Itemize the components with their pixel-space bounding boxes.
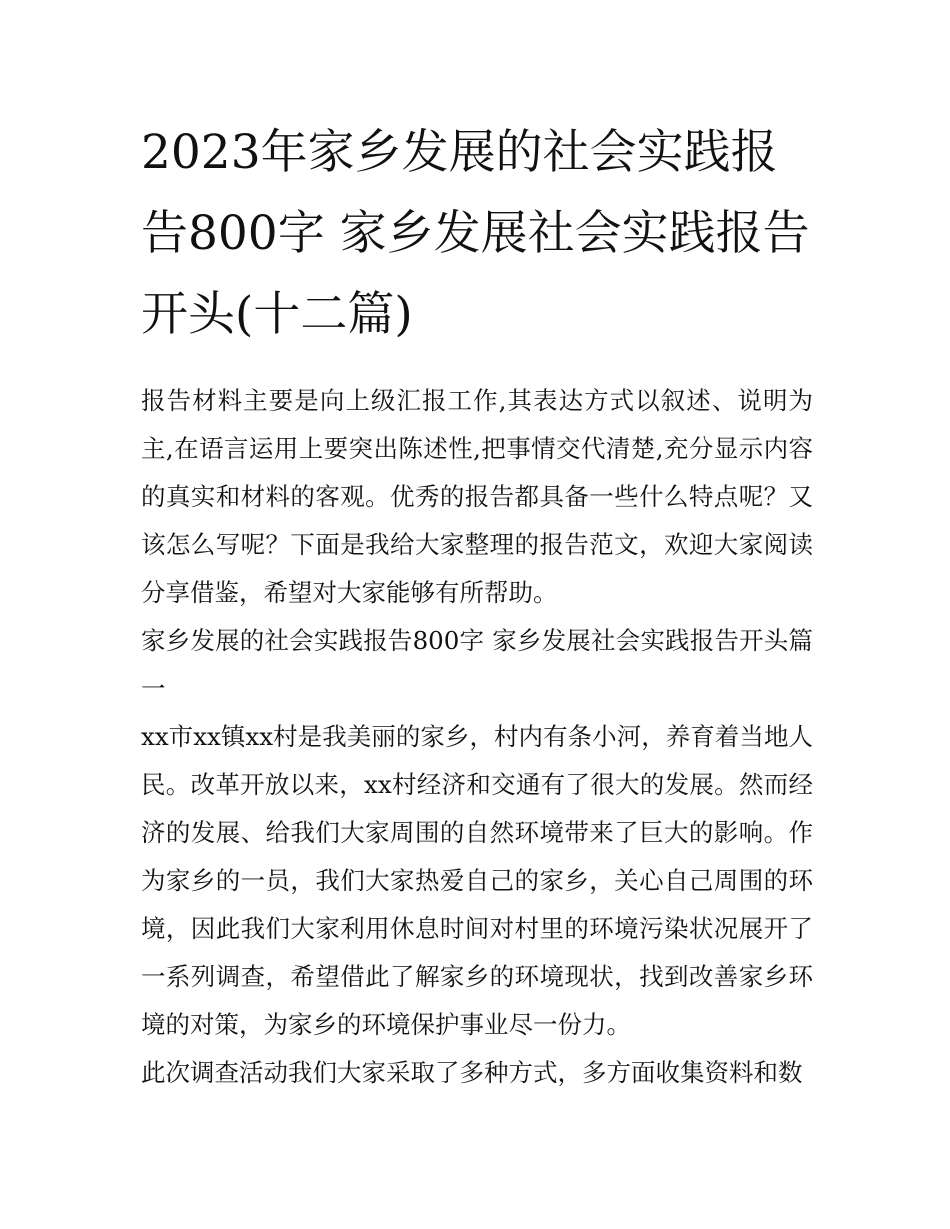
intro-paragraph: 报告材料主要是向上级汇报工作,其表达方式以叙述、说明为主,在语言运用上要突出陈述性,把事情交代清楚,充分显示内容的真实和材料的客观。优秀的报告都具备一些什么特点呢？又该怎么写呢？下面是我给大家整理的报告范文，欢迎大家阅读分享借鉴，希望对大家能够有所帮助。 (141, 386, 813, 607)
document-title: 2023年家乡发展的社会实践报告800字 家乡发展社会实践报告开头(十二篇) (141, 125, 810, 342)
section-heading: 家乡发展的社会实践报告800字 家乡发展社会实践报告开头篇一 (141, 626, 813, 703)
document-page (141, 112, 813, 1097)
document-body (141, 377, 813, 1097)
body-paragraph: 此次调查活动我们大家采取了多种方式，多方面收集资料和数 (141, 1058, 803, 1087)
body-paragraph: xx市xx镇xx村是我美丽的家乡，村内有条小河，养育着当地人民。改革开放以来，xx村经济和交通有了很大的发展。然而经济的发展、给我们大家周围的自然环境带来了巨大的影响。作为家乡的一员，我们大家热爱自己的家乡，关心自己周围的环境，因此我们大家利用休息时间对村里的环境污染状况展开了一系列调查，希望借此了解家乡的环境现状，找到改善家乡环境的对策，为家乡的环境保护事业尽一份力。 (141, 722, 813, 1039)
